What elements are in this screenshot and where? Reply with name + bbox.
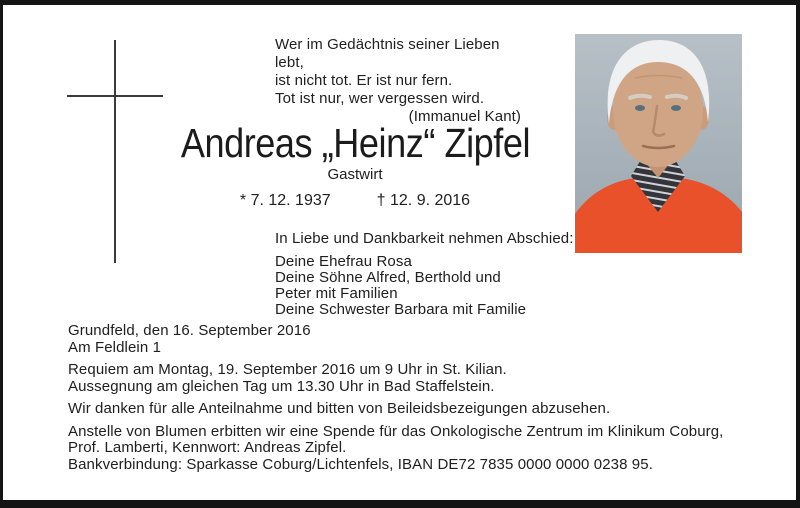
details-block [68,323,768,479]
cross-horizontal-bar [67,95,163,97]
death-date: † 12. 9. 2016 [376,192,471,209]
place-paragraph [68,323,768,356]
life-dates [75,192,635,210]
deceased-name: Andreas „Heinz“ Zipfel [180,120,530,166]
donation-line: Prof. Lamberti, Kennwort: Andreas Zipfel. [68,439,347,456]
donation-line: Anstelle von Blumen erbitten wir eine Spende für das Onkologische Zentrum im Klinikum Coburg, [68,422,724,440]
quote-attribution: (Immanuel Kant) [408,108,521,125]
requiem-info: Requiem am Montag, 19. September 2016 um 9 Uhr in St. Kilian. [68,361,507,378]
address: Am Feldlein 1 [68,338,162,356]
donation-paragraph [68,424,768,474]
aussegnung-info: Aussegnung am gleichen Tag um 13.30 Uhr in Bad Staffelstein. [68,377,495,395]
eyebrow-right [667,96,686,98]
mourner-line: Peter mit Familien [275,285,398,302]
bank-details: Bankverbindung: Sparkasse Coburg/Lichtenfels, IBAN DE72 7835 0000 0000 0238 95. [68,455,653,473]
deceased-block [75,121,635,210]
birth-date: * 7. 12. 1937 [239,192,331,209]
mourner-line: Deine Söhne Alfred, Berthold und [275,269,501,286]
quote-line: Wer im Gedächtnis seiner Lieben lebt, [275,36,500,71]
mourner-line: Deine Ehefrau Rosa [275,253,412,270]
service-paragraph [68,362,768,395]
farewell-block [275,231,573,318]
farewell-intro: In Liebe und Dankbarkeit nehmen Abschied: [275,230,574,247]
quote-line: ist nicht tot. Er ist nur fern. [275,72,453,89]
eye-left [635,105,645,111]
memorial-quote [275,36,521,126]
eyebrow-left [630,96,650,98]
eye-right [671,105,681,111]
thanks-text: Wir danken für alle Anteilnahme und bitten von Beileidsbezeigungen abzusehen. [68,400,611,417]
place-date: Grundfeld, den 16. September 2016 [68,322,311,339]
quote-line: Tot ist nur, wer vergessen wird. [275,90,485,107]
mourner-line: Deine Schwester Barbara mit Familie [275,301,527,318]
thanks-paragraph [68,401,768,418]
deceased-occupation: Gastwirt [327,166,383,183]
